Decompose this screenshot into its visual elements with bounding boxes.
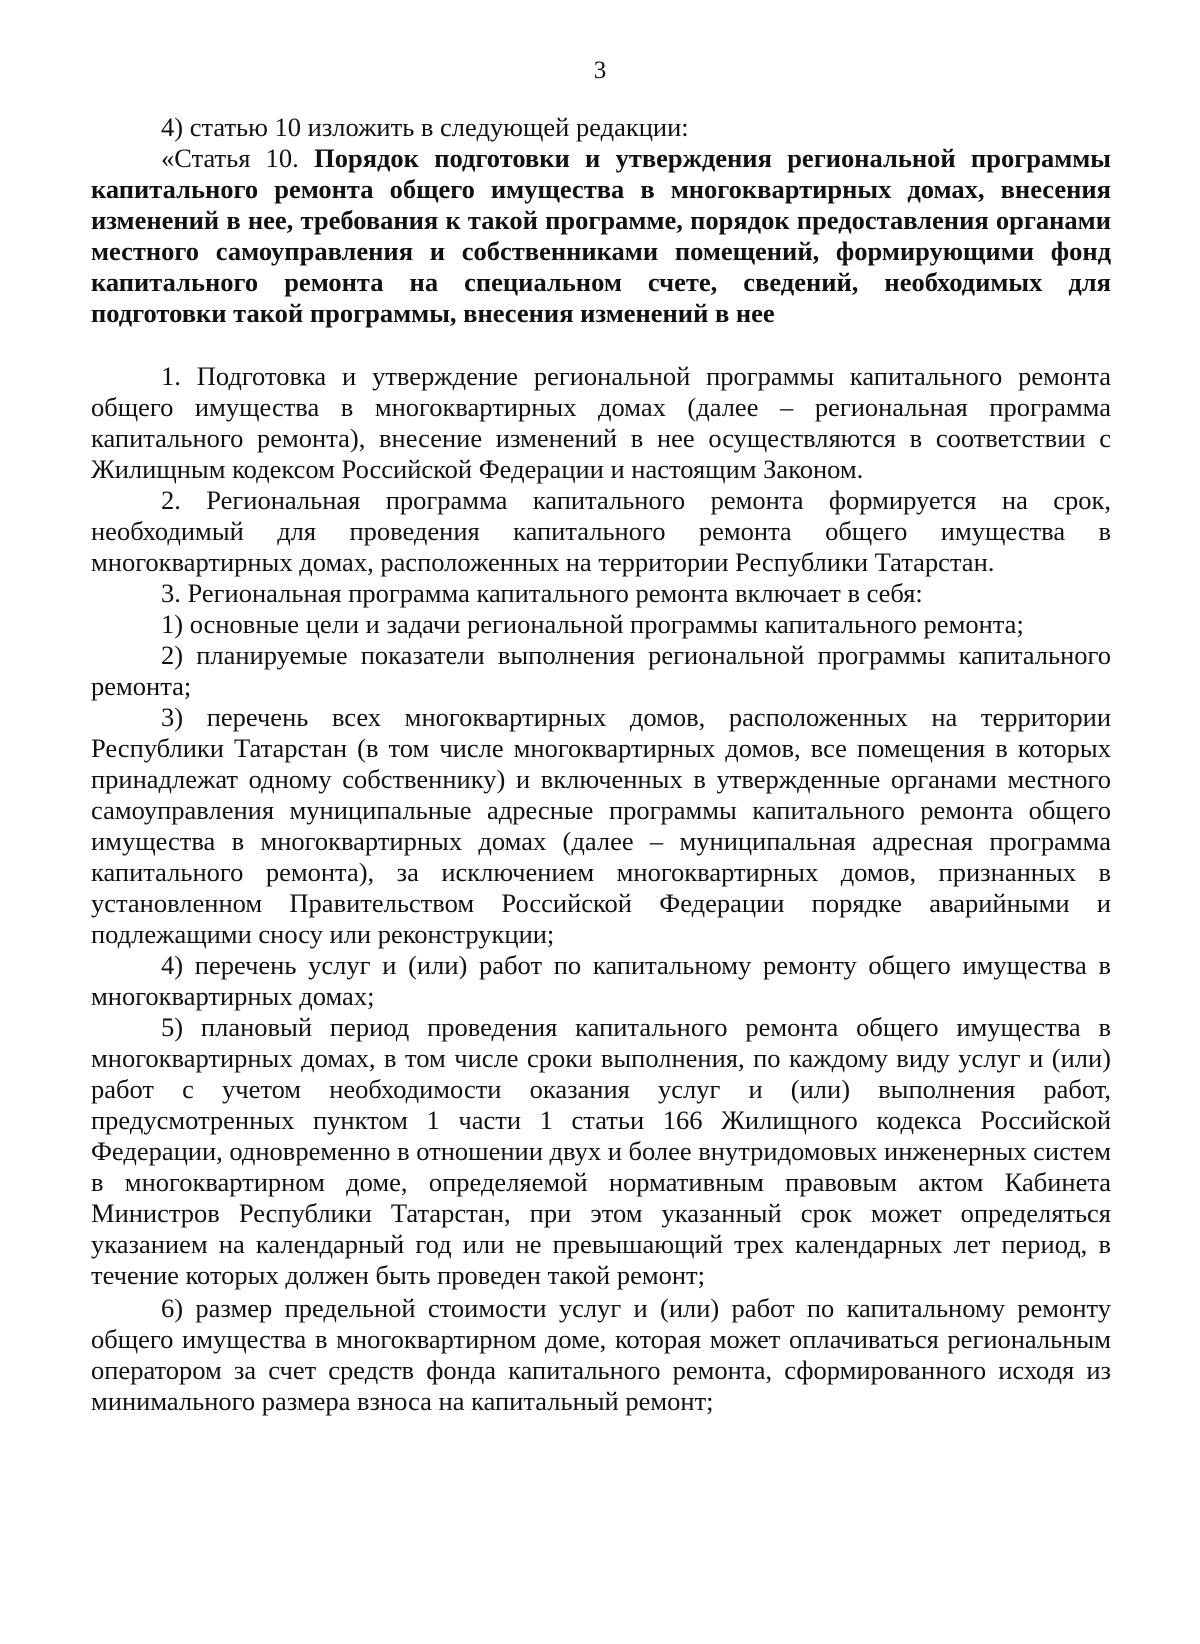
- document-body: [91, 112, 1111, 1417]
- paragraph: 3. Региональная программа капитального ремонта включает в себя:: [161, 578, 923, 608]
- page-number: 3: [593, 57, 607, 84]
- intro-line: 4) статью 10 изложить в следующей редакции:: [161, 112, 689, 142]
- list-item: 1) основные цели и задачи региональной программы капитального ремонта;: [161, 609, 1024, 639]
- list-item: 3) перечень всех многоквартирных домов, расположенных на территории Республики Татарстан (в том числе многоквартирных домов, все помещения в которых принадлежат одному собственнику) и включенных в утвержденные органами местного самоуправления муниципальные адресные программы капитального ремонта общего имущества в многоквартирных домах (далее – муниципальная адресная программа капитального ремонта), за исключением многоквартирных домов, признанных в установленном Правительством Российской Федерации порядке аварийными и подлежащими сносу или реконструкции;: [91, 702, 1111, 949]
- list-item: 6) размер предельной стоимости услуг и (или) работ по капитальному ремонту общего имущества в многоквартирном доме, которая может оплачиваться региональным оператором за счет средств фонда капитального ремонта, сформированного исходя из минимального размера взноса на капитальный ремонт;: [91, 1293, 1111, 1416]
- paragraph: 1. Подготовка и утверждение региональной программы капитального ремонта общего имущества в многоквартирных домах (далее – региональная программа капитального ремонта), внесение изменений в нее осуществляются в соответствии с Жилищным кодексом Российской Федерации и настоящим Законом.: [91, 361, 1111, 484]
- spacer: [91, 329, 1111, 361]
- list-item: 4) перечень услуг и (или) работ по капитальному ремонту общего имущества в многоквартирных домах;: [91, 950, 1111, 1011]
- list-item: 5) плановый период проведения капитального ремонта общего имущества в многоквартирных домах, в том числе сроки выполнения, по каждому виду услуг и (или) работ с учетом необходимости оказания услуг и (или) выполнения работ, предусмотренных пунктом 1 части 1 статьи 166 Жилищного кодекса Российской Федерации, одновременно в отношении двух и более внутридомовых инженерных систем в многоквартирном доме, определяемой нормативным правовым актом Кабинета Министров Республики Татарстан, при этом указанный срок может определяться указанием на календарный год или не превышающий трех календарных лет период, в течение которых должен быть проведен такой ремонт;: [91, 1012, 1111, 1290]
- article-title: Порядок подготовки и утверждения региональной программы капитального ремонта общего имущества в многоквартирных домах, внесения изменений в нее, требования к такой программе, порядок предоставления органами местного самоуправления и собственниками помещений, формирующими фонд капитального ремонта на специальном счете, сведений, необходимых для подготовки такой программы, внесения изменений в нее: [91, 143, 1112, 328]
- article-heading: [91, 143, 1111, 329]
- article-prefix: «Статья 10.: [161, 143, 299, 173]
- paragraph: 2. Региональная программа капитального ремонта формируется на срок, необходимый для проведения капитального ремонта общего имущества в многоквартирных домах, расположенных на территории Республики Татарстан.: [91, 485, 1111, 577]
- list-item: 2) планируемые показатели выполнения региональной программы капитального ремонта;: [91, 640, 1111, 701]
